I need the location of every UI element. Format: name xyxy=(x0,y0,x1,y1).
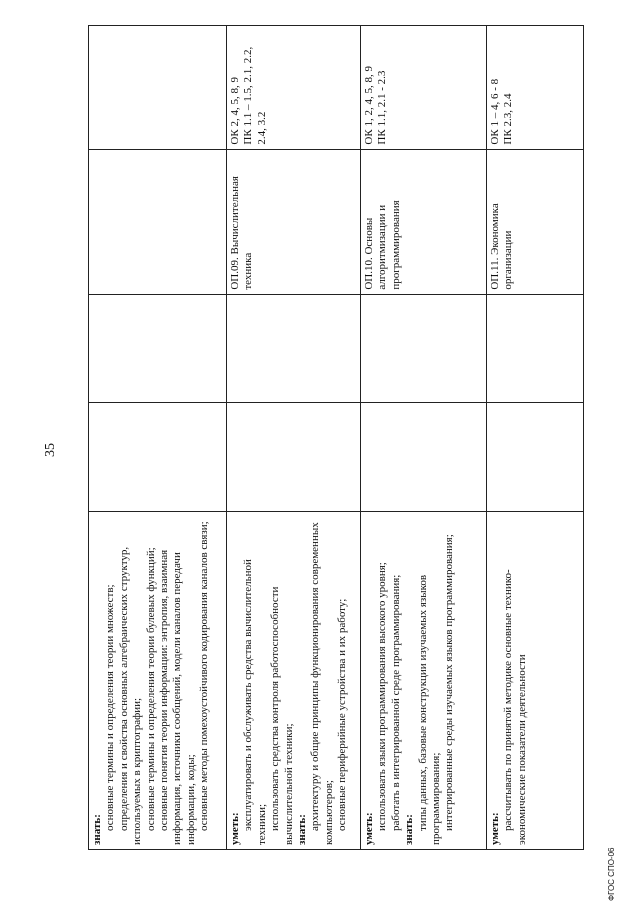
list-item: основные термины и определения теории булевых функций; xyxy=(144,547,157,831)
knowledge-cell xyxy=(361,512,487,850)
discipline-cell: ОП.09. Вычислительная техника xyxy=(227,149,361,294)
empty-cell xyxy=(227,294,361,403)
list-item: работать в интегрированной среде программирования; xyxy=(389,574,402,831)
block-heading: знать: xyxy=(91,814,103,845)
competencies-cell: ОК 1, 2, 4, 5, 8, 9 ПК 1.1, 2.1 - 2.3 xyxy=(361,26,487,150)
list-item: использовать средства контроля работоспособности вычислительной техники; xyxy=(269,586,295,845)
document-footer: ФГОС СПО-06 xyxy=(607,847,616,901)
list-item: определения и свойства основных алгебраических структур, используемых в криптографии; xyxy=(117,546,144,845)
table-row xyxy=(361,26,487,850)
discipline-cell: ОП.11. Экономика организации xyxy=(487,149,584,294)
empty-cell xyxy=(89,294,227,403)
list-item: интегрированные среды изучаемых языков программирования; xyxy=(443,534,456,831)
empty-cell xyxy=(89,403,227,512)
knowledge-cell xyxy=(487,512,584,850)
empty-cell xyxy=(361,294,487,403)
competencies-cell: ОК 2, 4, 5, 8, 9 ПК 1.1 – 1.5, 2.1, 2.2, 2.4, 3.2 xyxy=(227,26,361,150)
list-item: основные термины и определения теории множеств; xyxy=(104,584,117,831)
list-item: типы данных, базовые конструкции изучаемых языков программирования; xyxy=(416,574,443,845)
block-heading: уметь: xyxy=(363,812,375,845)
block-heading: знать: xyxy=(403,814,416,845)
table-row xyxy=(227,26,361,850)
competencies-cell xyxy=(89,26,227,150)
list-item: основные периферийные устройства и их работу; xyxy=(336,598,349,831)
table-row xyxy=(487,26,584,850)
discipline-cell xyxy=(89,149,227,294)
block-heading: уметь: xyxy=(229,812,241,845)
list-item: основные методы помехоустойчивого кодирования каналов связи; xyxy=(198,521,211,831)
empty-cell xyxy=(487,294,584,403)
list-item: основные понятия теории информации: энтропия, взаимная информация, источники сообщений, модели каналов передачи информации, коды; xyxy=(158,549,197,845)
block-heading: знать: xyxy=(296,814,309,845)
discipline-cell: ОП.10. Основы алгоритмизации и программирования xyxy=(361,149,487,294)
empty-cell xyxy=(361,403,487,512)
competency-table xyxy=(88,25,584,850)
knowledge-cell xyxy=(227,512,361,850)
list-item: эксплуатировать и обслуживать средства вычислительной техники; xyxy=(242,559,268,845)
competencies-cell: ОК 1 – 4, 6 - 8 ПК 2.3, 2.4 xyxy=(487,26,584,150)
page-number: 35 xyxy=(43,443,58,457)
list-item: рассчитывать по принятой методике основные технико-экономические показатели деятельности xyxy=(502,569,528,845)
block-heading: уметь: xyxy=(489,812,501,845)
list-item: использовать языки программирования высокого уровня; xyxy=(376,562,389,831)
table-row xyxy=(89,26,227,850)
list-item: архитектуру и общие принципы функционирования современных компьютеров; xyxy=(309,522,335,845)
empty-cell xyxy=(487,403,584,512)
knowledge-cell xyxy=(89,512,227,850)
empty-cell xyxy=(227,403,361,512)
